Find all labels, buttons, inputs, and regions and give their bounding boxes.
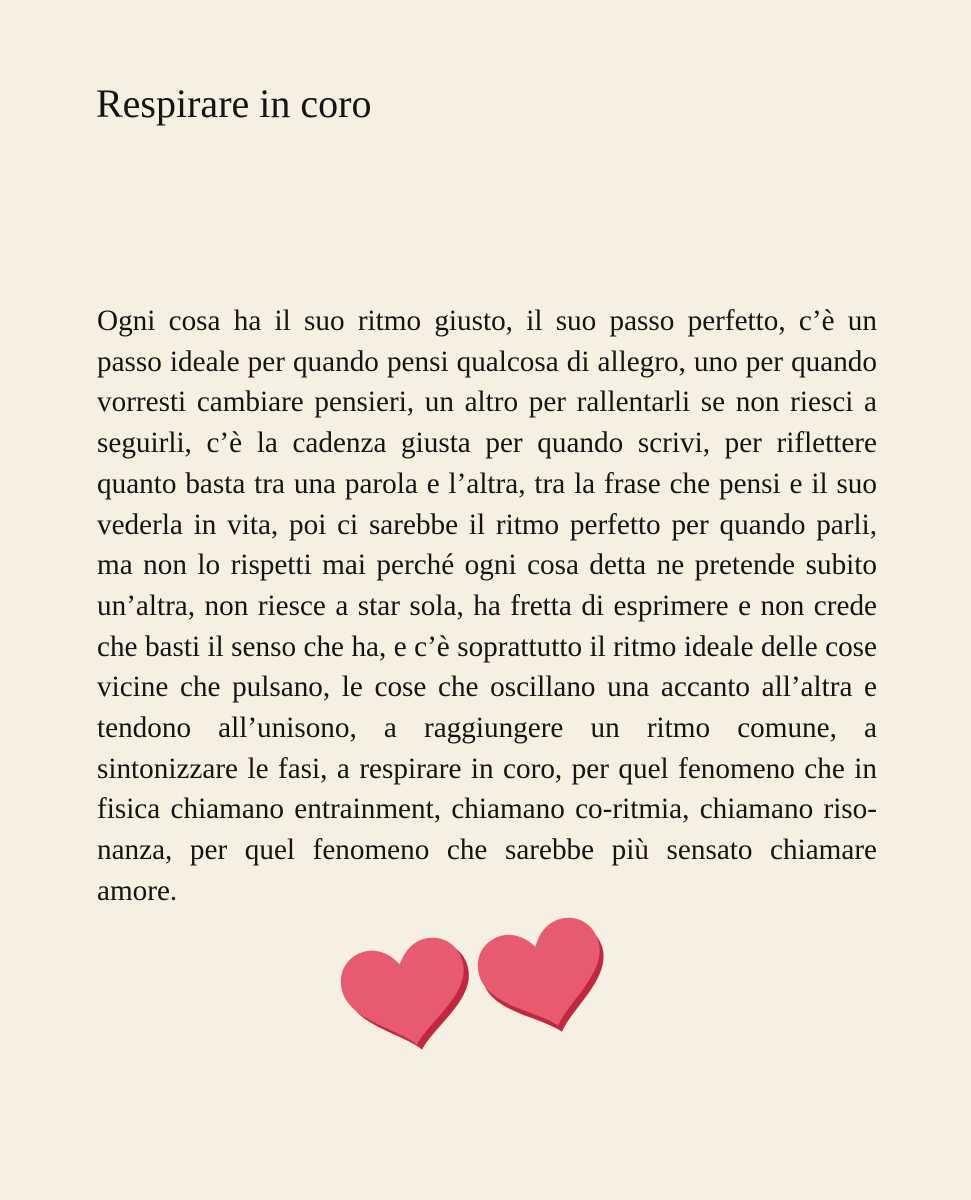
body-paragraph: Ogni cosa ha il suo ritmo giusto, il suo passo perfetto, c’è un passo ideale per quando pensi qualcosa di allegro, uno per quando vorresti cambiare pensieri, un altro per rallentarli se non riesci a seguirli, c’è la cadenza giusta per quando scrivi, per riflettere quanto basta tra una parola e l’altra, tra la frase che pensi e il suo vederla in vita, poi ci sarebbe il ritmo perfetto per quando parli, ma non lo rispetti mai perché ogni cosa detta ne pretende subito un’altra, non riesce a star sola, ha fretta di esprimere e non crede che basti il senso che ha, e c’è soprattutto il ritmo ideale delle cose vicine che pulsano, le cose che oscillano una accanto all’altra e tendono all’unisono, a raggiungere un ritmo comune, a sintonizzare le fasi, a respirare in coro, per quel fenomeno che in fisica chiamano entrainment, chiamano co-ritmia, chiamano risonanza, per quel fenomeno che sarebbe più sensato chiamare amore. (97, 305, 877, 907)
heart-right-icon (470, 910, 614, 1050)
page-title: Respirare in coro (96, 81, 372, 126)
heart-left-icon (336, 931, 483, 1063)
two-hearts-icon (336, 906, 614, 1066)
